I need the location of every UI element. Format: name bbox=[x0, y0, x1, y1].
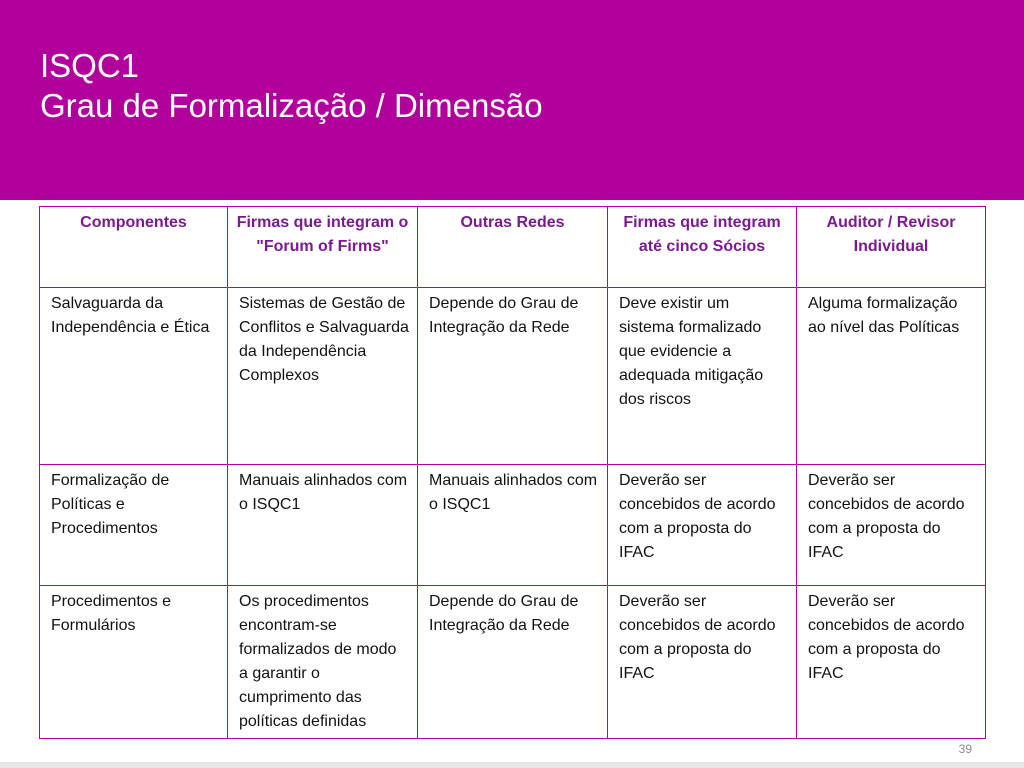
slide-title-line1: ISQC1 bbox=[40, 47, 140, 84]
table-cell: Manuais alinhados com o ISQC1 bbox=[228, 465, 418, 586]
header-cinco-socios: Firmas que integram até cinco Sócios bbox=[608, 207, 797, 288]
slide-title bbox=[40, 46, 543, 126]
header-forum-of-firms: Firmas que integram o "Forum of Firms" bbox=[228, 207, 418, 288]
bottom-divider bbox=[0, 762, 1024, 768]
table-cell: Deverão ser concebidos de acordo com a proposta do IFAC bbox=[797, 586, 986, 739]
table-cell: Formalização de Políticas e Procedimentos bbox=[40, 465, 228, 586]
table-cell: Os procedimentos encontram-se formalizados de modo a garantir o cumprimento das políticas definidas bbox=[228, 586, 418, 739]
table-header-row bbox=[40, 207, 986, 288]
table-cell: Alguma formalização ao nível das Políticas bbox=[797, 288, 986, 465]
title-banner bbox=[0, 0, 1024, 200]
table-cell: Sistemas de Gestão de Conflitos e Salvaguarda da Independência Complexos bbox=[228, 288, 418, 465]
table-cell: Depende do Grau de Integração da Rede bbox=[418, 288, 608, 465]
slide-title-line2: Grau de Formalização / Dimensão bbox=[40, 87, 543, 124]
table-cell: Deverão ser concebidos de acordo com a proposta do IFAC bbox=[608, 586, 797, 739]
table-cell: Salvaguarda da Independência e Ética bbox=[40, 288, 228, 465]
table-cell: Deve existir um sistema formalizado que evidencie a adequada mitigação dos riscos bbox=[608, 288, 797, 465]
page-number: 39 bbox=[958, 742, 972, 756]
table-cell: Deverão ser concebidos de acordo com a proposta do IFAC bbox=[797, 465, 986, 586]
table-row bbox=[40, 288, 986, 465]
formalization-table bbox=[39, 206, 986, 739]
table-cell: Manuais alinhados com o ISQC1 bbox=[418, 465, 608, 586]
header-componentes: Componentes bbox=[40, 207, 228, 288]
header-outras-redes: Outras Redes bbox=[418, 207, 608, 288]
table-row bbox=[40, 586, 986, 739]
table-cell: Depende do Grau de Integração da Rede bbox=[418, 586, 608, 739]
table-row bbox=[40, 465, 986, 586]
table-cell: Deverão ser concebidos de acordo com a proposta do IFAC bbox=[608, 465, 797, 586]
header-auditor-individual: Auditor / Revisor Individual bbox=[797, 207, 986, 288]
table-cell: Procedimentos e Formulários bbox=[40, 586, 228, 739]
